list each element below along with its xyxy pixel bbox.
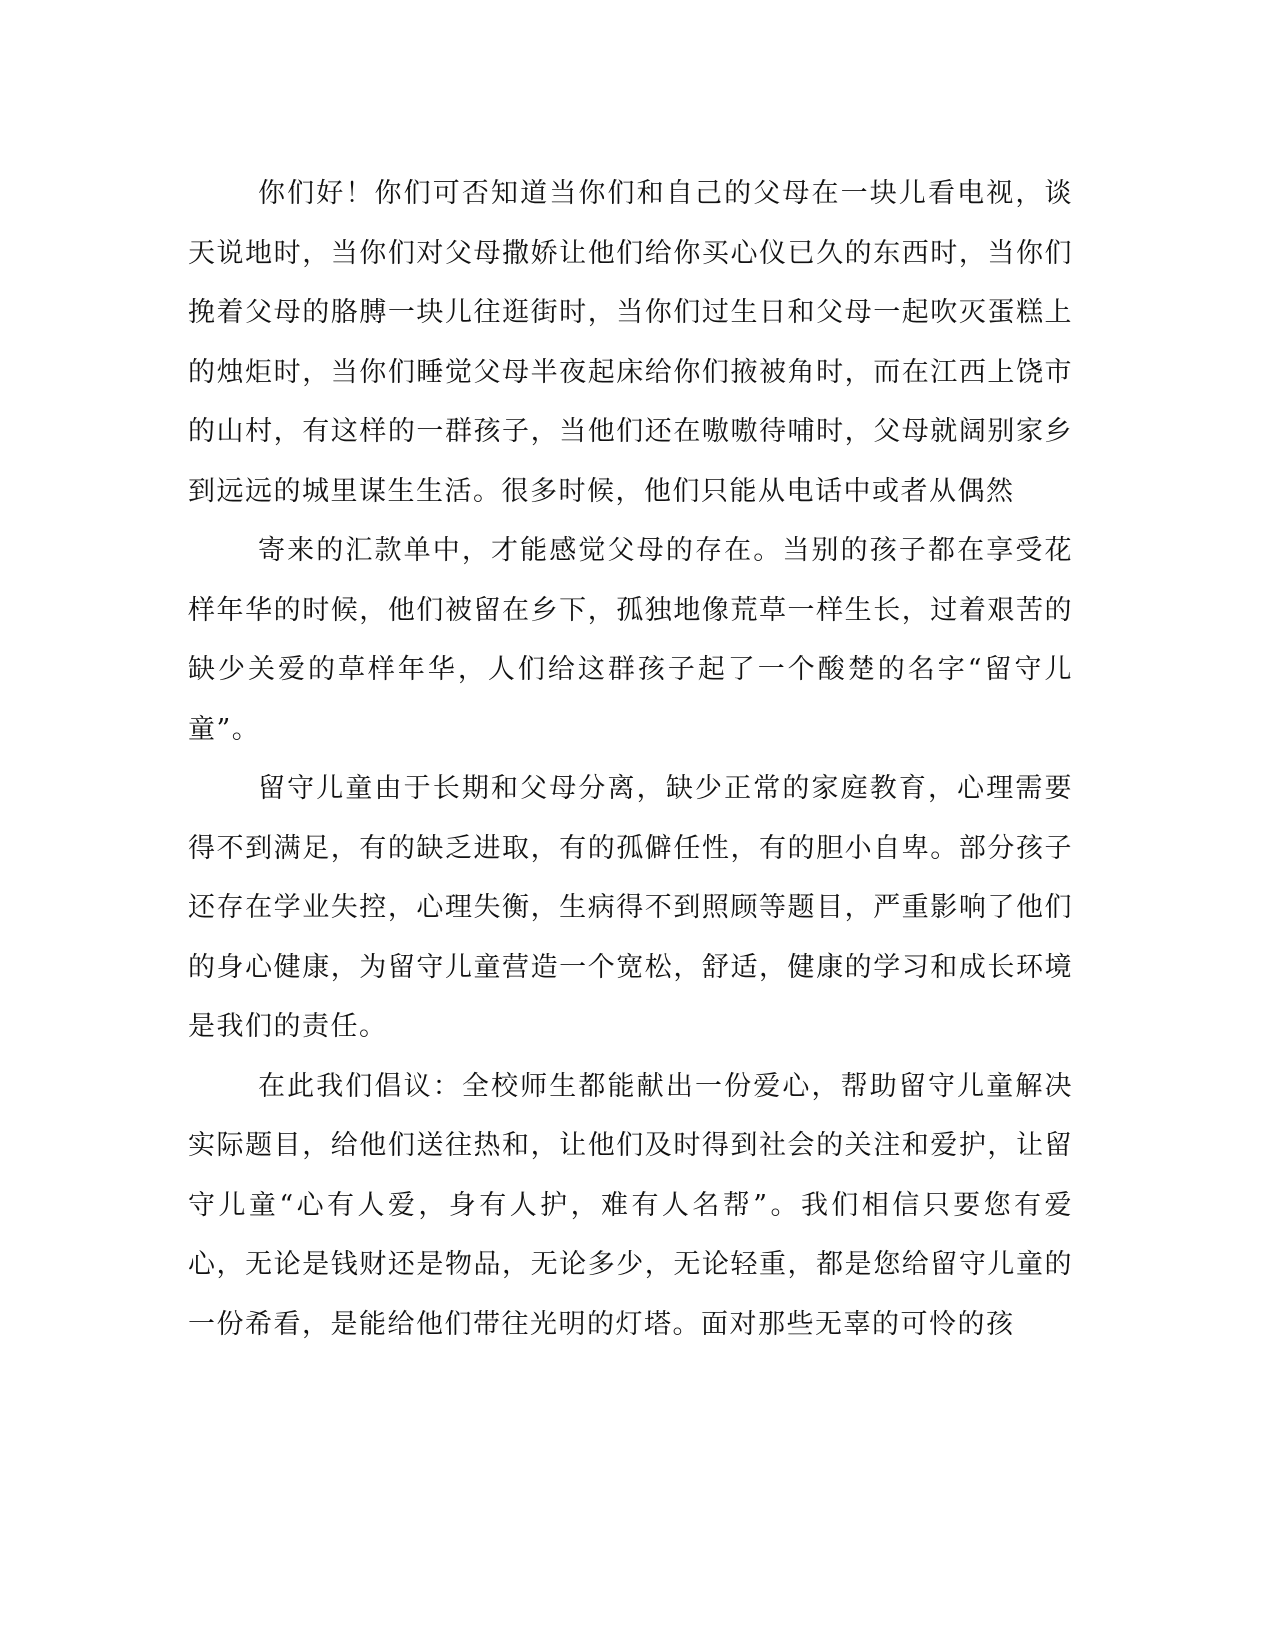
paragraph-3: 留守儿童由于长期和父母分离，缺少正常的家庭教育，心理需要得不到满足，有的缺乏进取，有的孤僻任性，有的胆小自卑。部分孩子还存在学业失控，心理失衡，生病得不到照顾等题目，严重影响了他们的身心健康，为留守儿童营造一个宽松，舒适，健康的学习和成长环境是我们的责任。: [188, 773, 1073, 1042]
paragraph-1: 你们好！你们可否知道当你们和自己的父母在一块儿看电视，谈天说地时，当你们对父母撒娇让他们给你买心仪已久的东西时，当你们挽着父母的胳膊一块儿往逛街时，当你们过生日和父母一起吹灭蛋糕上的烛炬时，当你们睡觉父母半夜起床给你们掖被角时，而在江西上饶市的山村，有这样的一群孩子，当他们还在嗷嗷待哺时，父母就阔别家乡到远远的城里谋生生活。很多时候，他们只能从电话中或者从偶然: [188, 178, 1073, 507]
document-body: [188, 164, 1073, 1354]
paragraph-4: 在此我们倡议：全校师生都能献出一份爱心，帮助留守儿童解决实际题目，给他们送往热和，让他们及时得到社会的关注和爱护，让留守儿童“心有人爱，身有人护，难有人名帮”。我们相信只要您有爱心，无论是钱财还是物品，无论多少，无论轻重，都是您给留守儿童的一份希看，是能给他们带往光明的灯塔。面对那些无辜的可怜的孩: [188, 1070, 1073, 1340]
paragraph-2: 寄来的汇款单中，才能感觉父母的存在。当别的孩子都在享受花样年华的时候，他们被留在乡下，孤独地像荒草一样生长，过着艰苦的缺少关爱的草样年华，人们给这群孩子起了一个酸楚的名字“留守儿童”。: [188, 535, 1073, 745]
